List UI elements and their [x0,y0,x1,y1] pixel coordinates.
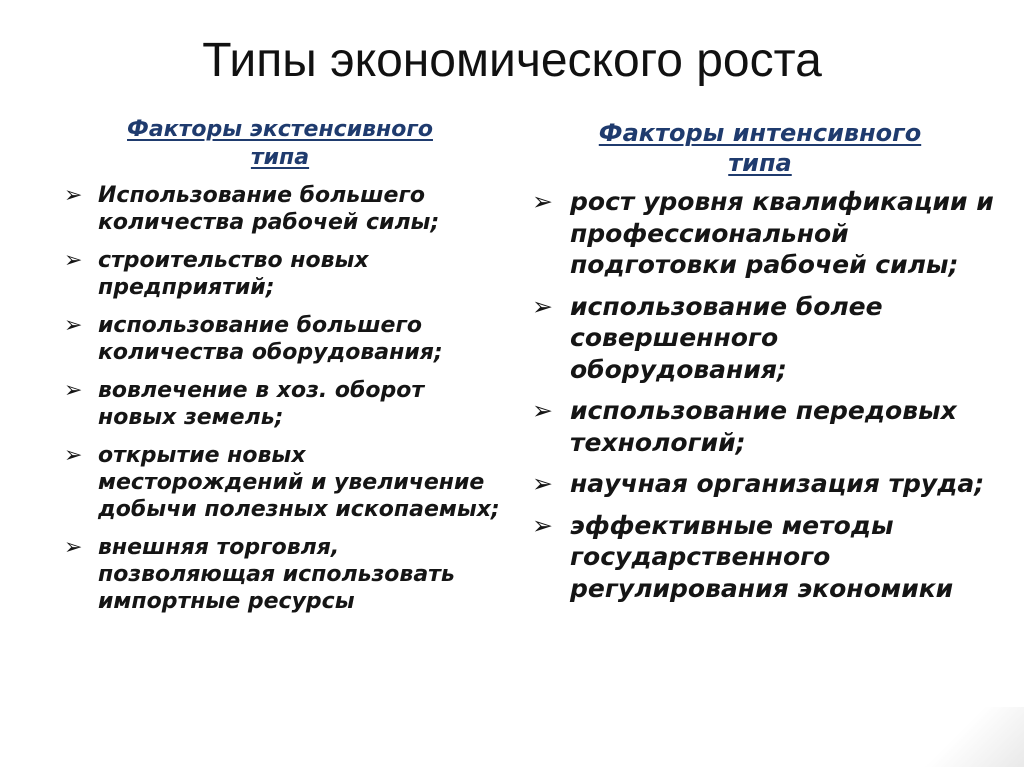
list-item-text: эффективные методы государственного регулирования экономики [570,510,954,603]
extensive-factors-list [60,182,500,626]
list-item [60,377,500,431]
list-item [520,510,1000,605]
arrow-bullet-icon: ➢ [64,183,83,208]
list-item [60,442,500,523]
intensive-factors-list [520,186,1000,614]
extensive-header-line2: типа [250,145,310,170]
page-curl-shadow [884,707,1024,767]
list-item-text: научная организация труда; [570,469,985,498]
arrow-bullet-icon: ➢ [64,443,83,468]
list-item-text: Использование большего количества рабочей силы; [98,183,440,235]
slide-title: Типы экономического роста [202,34,822,87]
list-item [60,247,500,301]
intensive-factors-header [520,118,1000,178]
arrow-bullet-icon: ➢ [532,187,553,216]
intensive-header-line2: типа [728,149,792,177]
list-item-text: использование передовых технологий; [570,396,957,457]
arrow-bullet-icon: ➢ [64,248,83,273]
arrow-bullet-icon: ➢ [64,313,83,338]
list-item [520,186,1000,281]
extensive-header-line1: Факторы экстенсивного [127,117,433,142]
list-item-text: строительство новых предприятий; [98,248,369,300]
arrow-bullet-icon: ➢ [532,291,553,321]
list-item [520,291,1000,386]
intensive-header-line1: Факторы интенсивного [598,119,922,147]
list-item-text: использование более совершенного оборудования; [570,291,883,384]
list-item [520,468,1000,500]
arrow-bullet-icon: ➢ [64,378,83,403]
list-item-text: открытие новых месторождений и увеличение добычи полезных ископаемых; [98,443,500,522]
arrow-bullet-icon: ➢ [64,535,83,560]
arrow-bullet-icon: ➢ [532,469,553,498]
list-item-text: использование большего количества оборудования; [98,313,443,365]
list-item-text: вовлечение в хоз. оборот новых земель; [98,378,425,430]
list-item [60,182,500,236]
list-item [520,395,1000,458]
arrow-bullet-icon: ➢ [532,396,553,425]
list-item [60,534,500,615]
list-item-text: рост уровня квалификации и профессиональной подготовки рабочей силы; [570,187,994,279]
extensive-factors-header [60,116,500,172]
list-item [60,312,500,366]
list-item-text: внешняя торговля, позволяющая использовать импортные ресурсы [98,535,455,614]
arrow-bullet-icon: ➢ [532,510,553,540]
